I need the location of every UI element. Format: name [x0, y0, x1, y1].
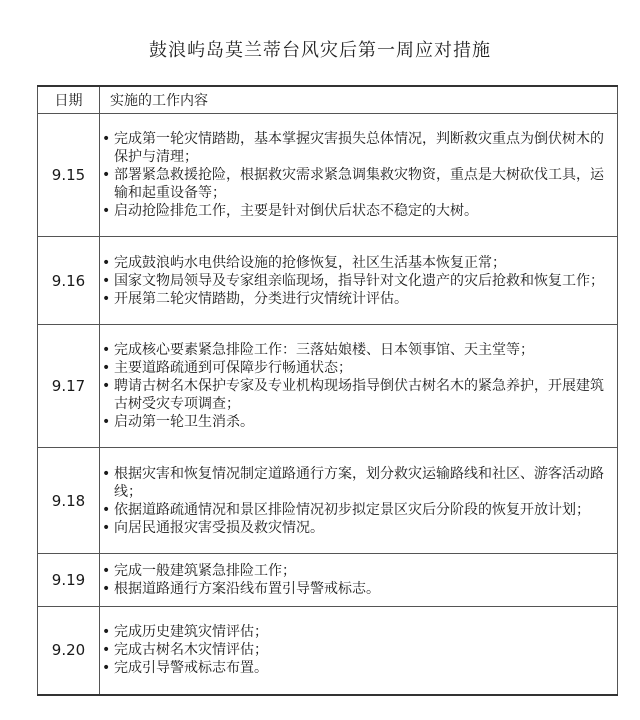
work-item: • 部署紧急救援抢险，根据救灾需求紧急调集救灾物资，重点是大树砍伐工具，运输和起重设备等；	[100, 166, 617, 202]
work-item: • 启动抢险排危工作，主要是针对倒伏后状态不稳定的大树。	[100, 202, 617, 220]
table-row	[38, 114, 618, 237]
work-item: • 完成鼓浪屿水电供给设施的抢修恢复，社区生活基本恢复正常；	[100, 254, 617, 272]
work-item: • 根据道路通行方案沿线布置引导警戒标志。	[100, 580, 617, 598]
header-date: 日期	[38, 86, 100, 114]
work-item-list	[100, 254, 617, 308]
header-content: 实施的工作内容	[100, 86, 618, 114]
work-item: • 国家文物局领导及专家组亲临现场，指导针对文化遗产的灾后抢救和恢复工作；	[100, 272, 617, 290]
row-content	[100, 448, 618, 554]
table-row	[38, 325, 618, 448]
table-row	[38, 607, 618, 695]
table-row	[38, 448, 618, 554]
work-item: • 开展第二轮灾情踏勘，分类进行灾情统计评估。	[100, 290, 617, 308]
work-item: • 完成历史建筑灾情评估；	[100, 623, 617, 641]
row-date: 9.20	[38, 607, 100, 695]
row-content	[100, 607, 618, 695]
work-item: • 根据灾害和恢复情况制定道路通行方案，划分救灾运输路线和社区、游客活动路线；	[100, 465, 617, 501]
table-row	[38, 554, 618, 607]
work-item: • 完成核心要素紧急排险工作：三落姑娘楼、日本领事馆、天主堂等；	[100, 341, 617, 359]
work-item: • 完成引导警戒标志布置。	[100, 659, 617, 677]
work-item-list	[100, 562, 617, 598]
page-title: 鼓浪屿岛莫兰蒂台风灾后第一周应对措施	[149, 40, 491, 61]
row-date: 9.18	[38, 448, 100, 554]
work-item: • 完成一般建筑紧急排险工作；	[100, 562, 617, 580]
row-date: 9.16	[38, 237, 100, 325]
work-item: • 启动第一轮卫生消杀。	[100, 413, 617, 431]
work-item: • 完成第一轮灾情踏勘，基本掌握灾害损失总体情况，判断救灾重点为倒伏树木的保护与清理；	[100, 130, 617, 166]
row-date: 9.17	[38, 325, 100, 448]
work-item: • 依据道路疏通情况和景区排险情况初步拟定景区灾后分阶段的恢复开放计划；	[100, 501, 617, 519]
row-date: 9.19	[38, 554, 100, 607]
measures-table	[37, 85, 618, 696]
row-content	[100, 325, 618, 448]
row-content	[100, 554, 618, 607]
work-item: • 聘请古树名木保护专家及专业机构现场指导倒伏古树名木的紧急养护，开展建筑古树受灾专项调查；	[100, 377, 617, 413]
row-content	[100, 237, 618, 325]
work-item-list	[100, 465, 617, 537]
table-row	[38, 237, 618, 325]
work-item-list	[100, 130, 617, 220]
table-body	[38, 114, 618, 695]
row-date: 9.15	[38, 114, 100, 237]
work-item-list	[100, 623, 617, 677]
work-item-list	[100, 341, 617, 431]
work-item: • 完成古树名木灾情评估；	[100, 641, 617, 659]
row-content	[100, 114, 618, 237]
work-item: • 向居民通报灾害受损及救灾情况。	[100, 519, 617, 537]
work-item: • 主要道路疏通到可保障步行畅通状态；	[100, 359, 617, 377]
table-header-row	[38, 86, 618, 114]
